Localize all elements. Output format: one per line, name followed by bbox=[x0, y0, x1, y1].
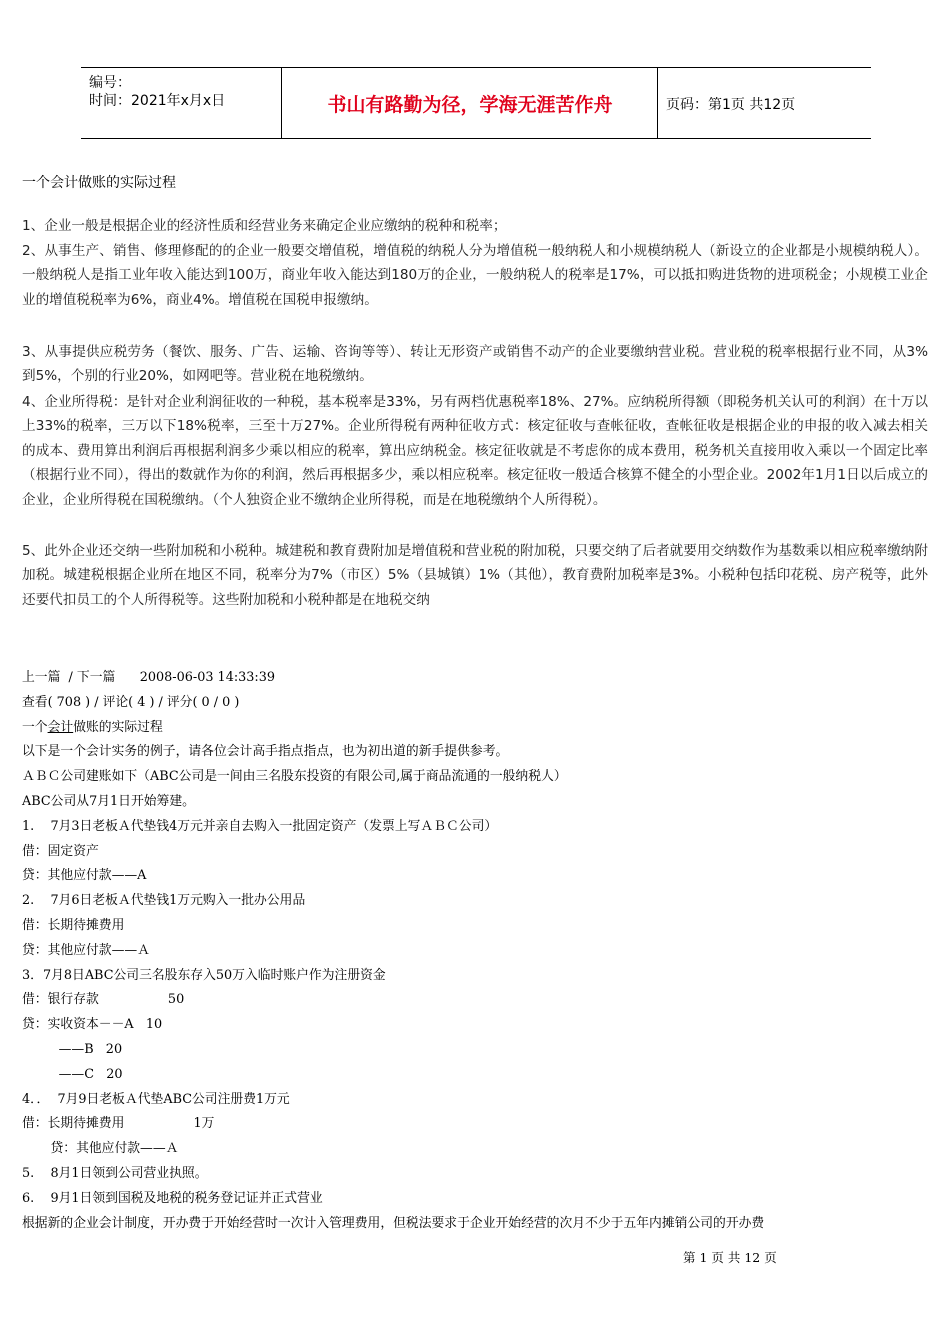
post-section bbox=[22, 666, 928, 1236]
page-footer: 第 1 页 共 12 页 bbox=[683, 1250, 777, 1265]
header-code: 编号： bbox=[89, 75, 131, 91]
text-line: 贷：实收资本－－A 10 bbox=[22, 1017, 163, 1033]
post-title-suffix: 做账的实际过程 bbox=[73, 719, 163, 735]
post-stats: 查看( 708 ) / 评论( 4 ) / 评分( 0 / 0 ) bbox=[22, 694, 240, 710]
text-line: ——C 20 bbox=[22, 1066, 123, 1082]
header-motto: 书山有路勤为径，学海无涯苦作舟 bbox=[327, 93, 613, 116]
header-divider bbox=[657, 68, 658, 138]
header-time: 时间：2021年x月x日 bbox=[89, 93, 226, 109]
text-line: 1. 7月3日老板Ａ代垫钱4万元并亲自去购入一批固定资产（发票上写ＡＢＣ公司） bbox=[22, 818, 498, 834]
header-divider bbox=[281, 68, 282, 138]
header-page-number: 页码：第1页 共12页 bbox=[666, 97, 796, 113]
text-line: 3．7月8日ABC公司三名股东存入50万入临时账户作为注册资金 bbox=[22, 967, 386, 983]
text-line: 4．． 7月9日老板Ａ代垫ABC公司注册费1万元 bbox=[22, 1091, 290, 1107]
text-line: 贷：其他应付款——A bbox=[22, 868, 147, 884]
accounting-link[interactable]: 会计 bbox=[47, 719, 74, 735]
text-line: 6. 9月1日领到国税及地税的税务登记证并正式营业 bbox=[22, 1190, 323, 1206]
text-line: 贷：其他应付款——Ａ bbox=[22, 1141, 179, 1157]
text-line: ABC公司从7月1日开始筹建。 bbox=[22, 793, 195, 809]
paragraph-4: 4、企业所得税：是针对企业利润征收的一种税，基本税率是33%，另有两档优惠税率18%、27%。应纳税所得额（即税务机关认可的利润）在十万以上33%的税率，三万以下18%税率，三至十万27%。企业所得税有两种征收方式：核定征收与查帐征收，查帐征收是根据企业的申报的收入减去相关的成本、费用算出利润后再根据利润多少乘以相应的税率，算出应纳税金。核定征收就是不考虑你的成本费用，税务机关直接用收入乘以一个固定比率（根据行业不同），得出的数就作为你的利润，然后再根据多少，乘以相应税率。核定征收一般适合核算不健全的小型企业。2002年1月1日以后成立的企业，企业所得税在国税缴纳。（个人独资企业不缴纳企业所得税，而是在地税缴纳个人所得税）。 bbox=[22, 394, 928, 508]
document-title: 一个会计做账的实际过程 bbox=[22, 175, 176, 191]
text-line: 根据新的企业会计制度，开办费于开始经营时一次计入管理费用，但税法要求于企业开始经营的次月不少于五年内摊销公司的开办费 bbox=[22, 1215, 765, 1231]
text-line: ＡＢＣ公司建账如下（ABC公司是一间由三名股东投资的有限公司,属于商品流通的一般纳税人） bbox=[22, 769, 567, 785]
text-line: 借：长期待摊费用 1万 bbox=[22, 1116, 215, 1132]
text-line: ——B 20 bbox=[22, 1041, 123, 1057]
post-title-prefix: 一个 bbox=[22, 719, 48, 735]
text-line: 借：长期待摊费用 bbox=[22, 917, 125, 933]
post-title bbox=[22, 716, 928, 741]
text-line: 借：银行存款 50 bbox=[22, 992, 185, 1008]
text-line: 2. 7月6日老板Ａ代垫钱1万元购入一批办公用品 bbox=[22, 893, 306, 909]
paragraph-3: 3、从事提供应税劳务（餐饮、服务、广告、运输、咨询等等）、转让无形资产或销售不动产的企业要缴纳营业税。营业税的税率根据行业不同，从3%到5%，个别的行业20%，如网吧等。营业税在地税缴纳。 bbox=[22, 344, 928, 385]
paragraph-5: 5、此外企业还交纳一些附加税和小税种。城建税和教育费附加是增值税和营业税的附加税，只要交纳了后者就要用交纳数作为基数乘以相应税率缴纳附加税。城建税根据企业所在地区不同，税率分为7%（市区）5%（县城镇）1%（其他），教育费附加税率是3%。小税种包括印花税、房产税等，此外还要代扣员工的个人所得税等。这些附加税和小税种都是在地税交纳 bbox=[22, 543, 928, 608]
paragraph-2: 2、从事生产、销售、修理修配的的企业一般要交增值税，增值税的纳税人分为增值税一般纳税人和小规模纳税人（新设立的企业都是小规模纳税人）。一般纳税人是指工业年收入能达到100万，商业年收入能达到180万的企业，一般纳税人的税率是17%，可以抵扣购进货物的进项税金；小规模工业企业的增值税税率为6%，商业4%。增值税在国税申报缴纳。 bbox=[22, 243, 928, 308]
text-line: 以下是一个会计实务的例子，请各位会计高手指点指点，也为初出道的新手提供参考。 bbox=[22, 744, 509, 760]
header-meta bbox=[89, 74, 225, 110]
post-nav[interactable]: 上一篇 / 下一篇 2008-06-03 14:33:39 bbox=[22, 670, 276, 685]
text-line: 借：固定资产 bbox=[22, 843, 99, 859]
paragraph-1: 1、企业一般是根据企业的经济性质和经营业务来确定企业应缴纳的税种和税率； bbox=[22, 218, 507, 234]
document-header bbox=[81, 67, 871, 139]
text-line: 贷：其他应付款——Ａ bbox=[22, 942, 150, 958]
text-line: 5. 8月1日领到公司营业执照。 bbox=[22, 1165, 208, 1181]
